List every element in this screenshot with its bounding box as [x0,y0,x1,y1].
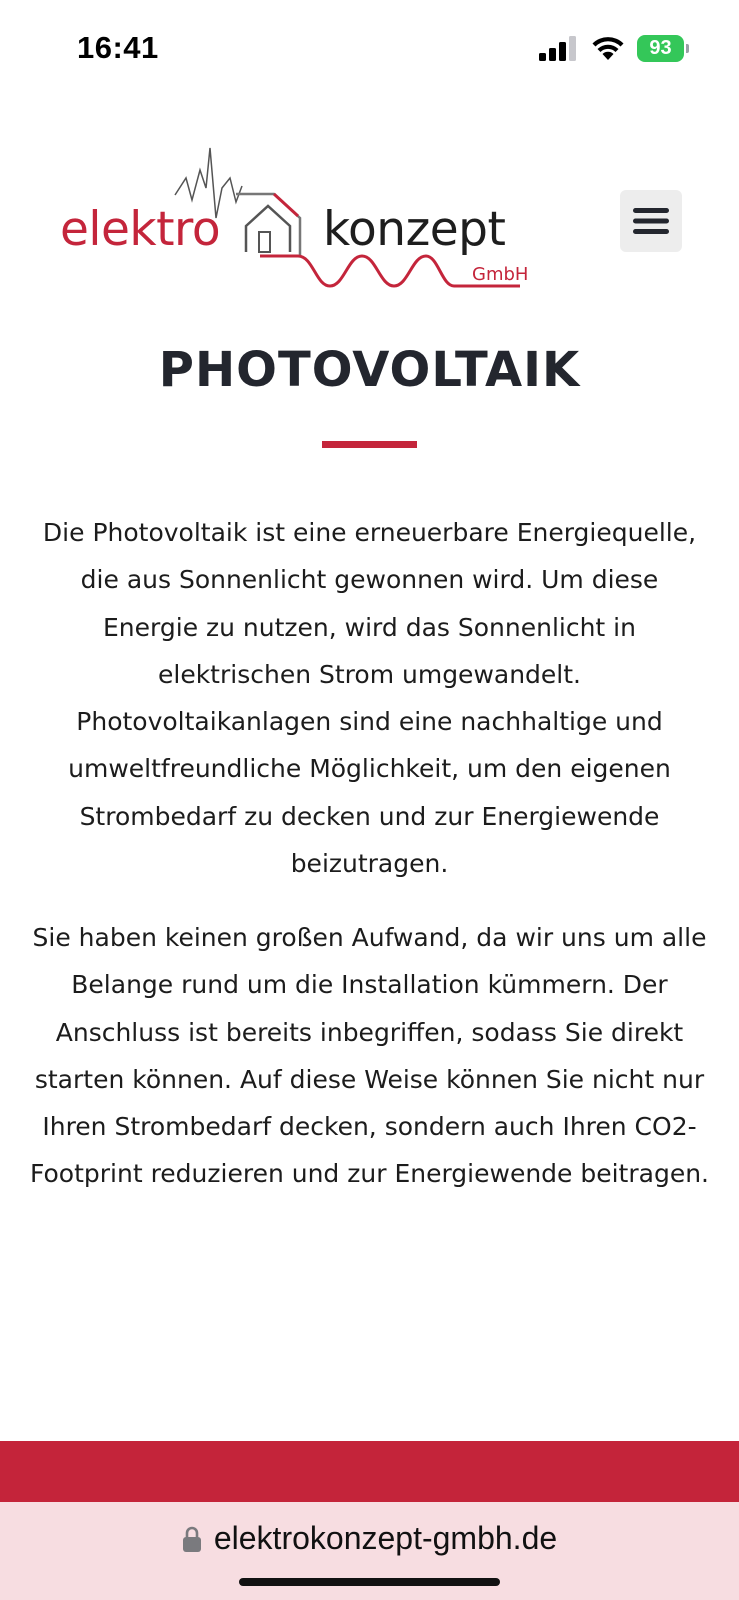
service-paragraph: Sie haben keinen großen Aufwand, da wir uns um alle Belange rund um die Installation kümmern. Der Anschluss ist bereits inbegriffen, sodass Sie direkt starten können. Auf diese Weise können Sie nicht nur Ihren Strombedarf decken, sondern auch Ihren CO2-Footprint reduzieren und zur Energiewende beitragen. [30,923,710,1189]
status-bar [0,0,739,100]
battery-indicator [637,35,689,62]
title-divider [322,441,417,448]
battery-level: 93 [637,35,684,62]
address-content[interactable] [0,1520,739,1557]
status-time: 16:41 [77,30,159,65]
footer-band [0,1441,739,1502]
logo-word-elektro: elektro [60,202,221,257]
site-logo[interactable] [58,140,538,300]
lock-icon [182,1526,202,1552]
cellular-signal-icon [539,36,577,61]
intro-paragraph: Die Photovoltaik ist eine erneuerbare Energiequelle, die aus Sonnenlicht gewonnen wird. Um diese Energie zu nutzen, wird das Sonnenlicht in elektrischen Strom umgewandelt. Photovoltaikanlagen sind eine nachhaltige und umweltfreundliche Möglichkeit, um den eigenen Strombedarf zu decken und zur Energiewende beizutragen. [42,518,697,879]
page-title: PHOTOVOLTAIK [158,342,581,398]
wifi-icon [591,33,625,61]
battery-cap [686,44,689,53]
home-indicator[interactable] [239,1578,500,1586]
menu-button[interactable] [620,190,682,252]
logo-word-konzept: konzept [323,202,506,257]
logo-suffix-gmbh: GmbH [472,264,529,285]
hamburger-menu-icon [633,207,669,235]
url-text[interactable]: elektrokonzept-gmbh.de [213,1520,558,1556]
